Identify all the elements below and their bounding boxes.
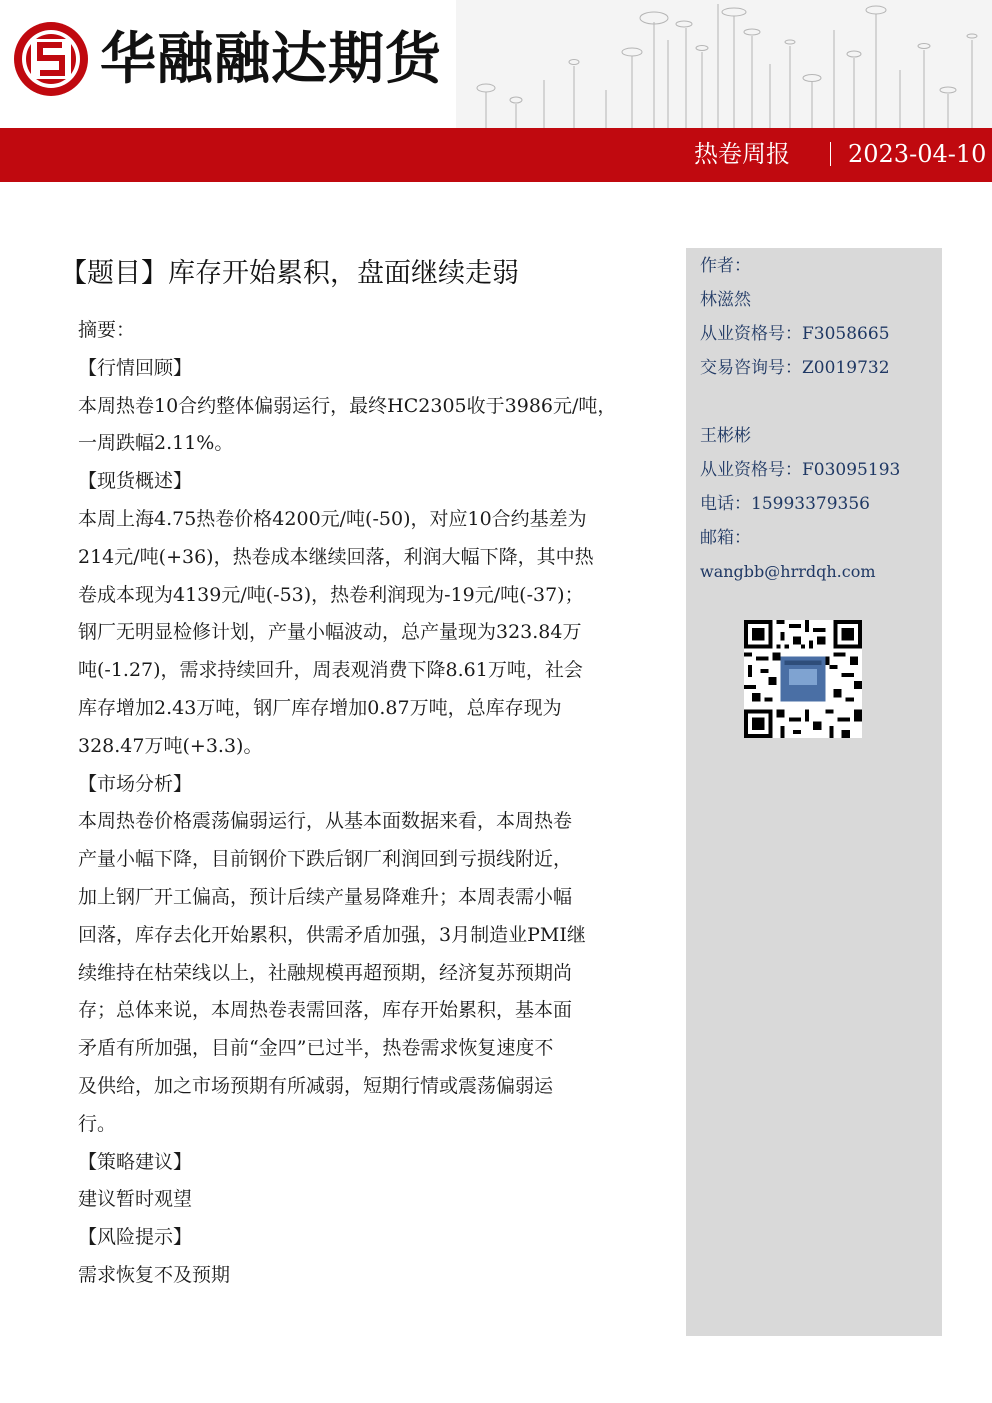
section-heading: 【策略建议】 bbox=[78, 1150, 193, 1173]
author-sidebar bbox=[686, 248, 942, 1336]
author2-qualification: 从业资格号：F03095193 bbox=[700, 460, 901, 480]
paragraph-line: 建议暂时观望 bbox=[78, 1188, 193, 1211]
paragraph-line: 库存增加2.43万吨，钢厂库存增加0.87万吨，总库存现为 bbox=[78, 696, 562, 719]
decorative-banner-graphic bbox=[456, 0, 992, 128]
paragraph-line: 续维持在枯荣线以上，社融规模再超预期，经济复苏预期尚 bbox=[78, 961, 573, 984]
paragraph-line: 需求恢复不及预期 bbox=[78, 1263, 231, 1286]
paragraph-line: 存；总体来说，本周热卷表需回落，库存开始累积，基本面 bbox=[78, 999, 573, 1022]
paragraph-line: 及供给，加之市场预期有所减弱，短期行情或震荡偏弱运 bbox=[78, 1074, 554, 1097]
report-header bbox=[0, 0, 992, 182]
abstract-label: 摘要： bbox=[78, 319, 136, 341]
author1-consulting-number: 交易咨询号：Z0019732 bbox=[700, 358, 890, 378]
paragraph-line: 卷成本现为4139元/吨(-53)，热卷利润现为-19元/吨(-37)； bbox=[78, 583, 584, 606]
paragraph-line: 矛盾有所加强，目前“金四”已过半，热卷需求恢复速度不 bbox=[78, 1037, 554, 1060]
paragraph-line: 本周上海4.75热卷价格4200元/吨(-50)，对应10合约基差为 bbox=[78, 507, 587, 530]
paragraph-line: 吨(-1.27)，需求持续回升，周表观消费下降8.61万吨，社会 bbox=[78, 659, 583, 682]
qr-code-icon bbox=[744, 620, 862, 738]
section-risk bbox=[78, 1219, 658, 1295]
paragraph-line: 214元/吨(+36)，热卷成本继续回落，利润大幅下降，其中热 bbox=[78, 545, 594, 568]
paragraph-line: 回落，库存去化开始累积，供需矛盾加强，3月制造业PMI继 bbox=[78, 923, 586, 946]
report-date: 2023-04-10 bbox=[848, 140, 987, 168]
section-strategy bbox=[78, 1144, 658, 1220]
section-spot-overview bbox=[78, 463, 658, 765]
section-market-review bbox=[78, 350, 658, 463]
author1-qualification: 从业资格号：F3058665 bbox=[700, 324, 890, 344]
report-bar bbox=[0, 128, 992, 182]
paragraph-line: 加上钢厂开工偏高，预计后续产量易降难升；本周表需小幅 bbox=[78, 885, 573, 908]
paragraph-line: 一周跌幅2.11%。 bbox=[78, 432, 234, 455]
author2-name: 王彬彬 bbox=[700, 426, 751, 446]
header-separator bbox=[830, 142, 831, 166]
section-market-analysis bbox=[78, 766, 658, 1144]
paragraph-line: 产量小幅下降，目前钢价下跌后钢厂利润回到亏损线附近， bbox=[78, 848, 573, 871]
paragraph-line: 钢厂无明显检修计划，产量小幅波动，总产量现为323.84万 bbox=[78, 621, 582, 644]
paragraph-line: 本周热卷价格震荡偏弱运行，从基本面数据来看，本周热卷 bbox=[78, 810, 573, 833]
report-body bbox=[78, 312, 658, 1295]
author2-email[interactable]: wangbb@hrrdqh.com bbox=[700, 562, 876, 581]
author2-phone: 电话：15993379356 bbox=[700, 494, 870, 514]
section-heading: 【市场分析】 bbox=[78, 772, 193, 795]
paragraph-line: 328.47万吨(+3.3)。 bbox=[78, 734, 263, 757]
paragraph-line: 本周热卷10合约整体偏弱运行，最终HC2305收于3986元/吨， bbox=[78, 394, 617, 417]
section-heading: 【风险提示】 bbox=[78, 1226, 193, 1249]
section-heading: 【现货概述】 bbox=[78, 470, 193, 493]
section-heading: 【行情回顾】 bbox=[78, 356, 193, 379]
report-type: 热卷周报 bbox=[694, 140, 790, 168]
paragraph-line: 行。 bbox=[78, 1112, 117, 1135]
company-logo-icon bbox=[12, 20, 90, 98]
author2-email-label: 邮箱： bbox=[700, 528, 751, 548]
report-title: 【题目】库存开始累积，盘面继续走弱 bbox=[60, 258, 519, 289]
author-label: 作者： bbox=[700, 256, 751, 276]
company-name: 华融融达期货 bbox=[100, 27, 442, 92]
author1-name: 林滋然 bbox=[700, 290, 751, 310]
